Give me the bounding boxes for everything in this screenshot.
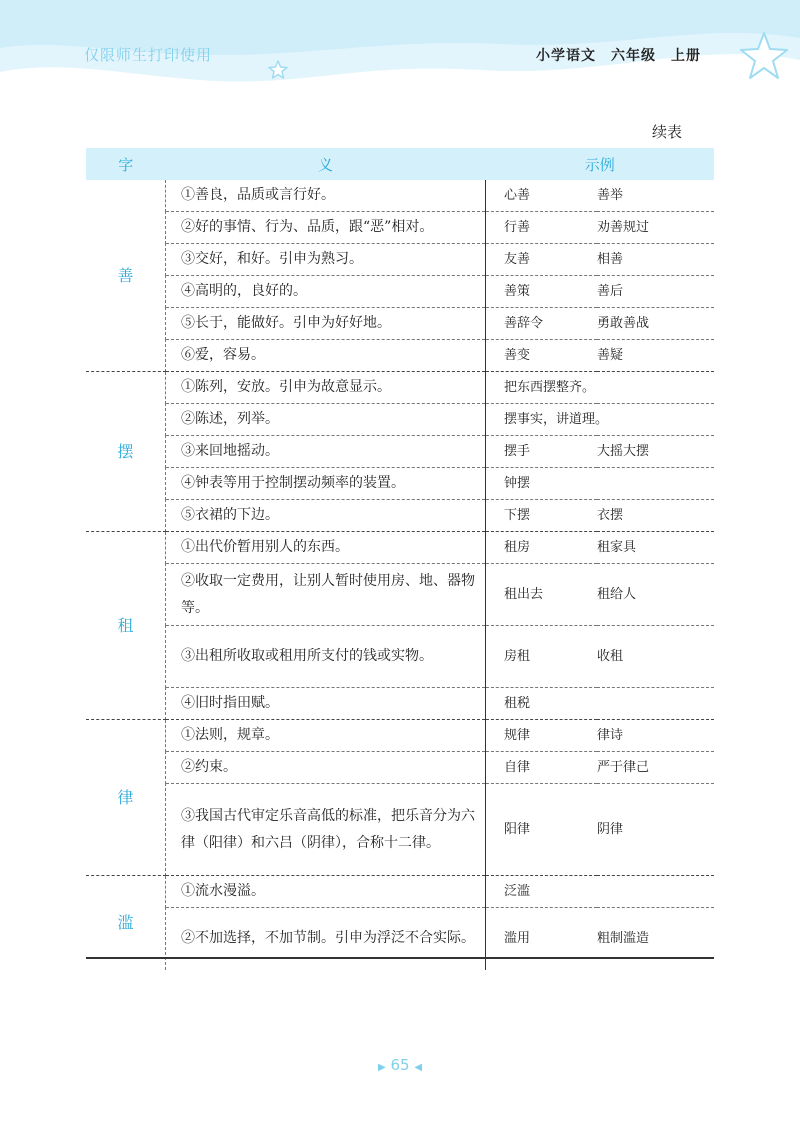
header-meaning: 义 xyxy=(166,148,486,180)
example-cell: 规律 xyxy=(486,720,598,752)
meaning-cell: ①陈列，安放。引申为故意显示。 xyxy=(166,372,486,404)
watermark-text: 仅限师生打印使用 xyxy=(84,46,213,64)
meaning-cell: ①法则，规章。 xyxy=(166,720,486,752)
continued-label: 续表 xyxy=(652,123,683,141)
group-char: 律 xyxy=(86,720,166,876)
example-cell: 善疑 xyxy=(597,340,714,372)
meaning-cell: ③交好，和好。引申为熟习。 xyxy=(166,244,486,276)
table-row xyxy=(86,784,714,876)
table-row xyxy=(86,180,714,212)
example-cell: 租税 xyxy=(486,688,598,720)
example-cell: 自律 xyxy=(486,752,598,784)
triangle-right-icon: ▶ xyxy=(377,1062,386,1073)
meaning-cell: ②约束。 xyxy=(166,752,486,784)
meaning-cell: ④钟表等用于控制摆动频率的装置。 xyxy=(166,468,486,500)
example-cell: 租家具 xyxy=(597,532,714,564)
star-icon xyxy=(738,30,790,82)
meaning-cell: ④旧时指田赋。 xyxy=(166,688,486,720)
meaning-cell: ③我国古代审定乐音高低的标准，把乐音分为六律（阳律）和六吕（阴律），合称十二律。 xyxy=(166,784,486,876)
table-row xyxy=(86,404,714,436)
example-cell: 相善 xyxy=(597,244,714,276)
example-cell: 钟摆 xyxy=(486,468,598,500)
meaning-cell: ⑤衣裙的下边。 xyxy=(166,500,486,532)
example-cell: 租房 xyxy=(486,532,598,564)
table-row xyxy=(86,876,714,908)
group-char: 摆 xyxy=(86,372,166,532)
meaning-cell: ②收取一定费用，让别人暂时使用房、地、器物等。 xyxy=(166,564,486,626)
triangle-left-icon: ◀ xyxy=(414,1062,423,1073)
table-row xyxy=(86,688,714,720)
header-example: 示例 xyxy=(486,148,715,180)
table-row xyxy=(86,564,714,626)
meaning-cell: ⑥爱，容易。 xyxy=(166,340,486,372)
example-cell: 心善 xyxy=(486,180,598,212)
table-row xyxy=(86,308,714,340)
example-cell: 摆手 xyxy=(486,436,598,468)
table-row xyxy=(86,468,714,500)
example-cell: 租给人 xyxy=(597,564,714,626)
example-cell: 阴律 xyxy=(597,784,714,876)
example-cell: 劝善规过 xyxy=(597,212,714,244)
page-number-value: 65 xyxy=(390,1056,410,1074)
table-row xyxy=(86,436,714,468)
meaning-cell: ⑤长于，能做好。引申为好好地。 xyxy=(166,308,486,340)
table-row xyxy=(86,908,714,970)
example-cell: 粗制滥造 xyxy=(597,931,650,947)
star-icon xyxy=(268,60,288,80)
meaning-cell: ①流水漫溢。 xyxy=(166,876,486,908)
example-cell: 把东西摆整齐。 xyxy=(486,372,715,404)
meaning-cell: ②陈述，列举。 xyxy=(166,404,486,436)
example-cell: 善变 xyxy=(486,340,598,372)
meaning-cell: ④高明的，良好的。 xyxy=(166,276,486,308)
meaning-cell: ③出租所收取或租用所支付的钱或实物。 xyxy=(166,626,486,688)
example-cell: 衣摆 xyxy=(597,500,714,532)
group-char: 滥 xyxy=(86,876,166,970)
meaning-cell: ①善良，品质或言行好。 xyxy=(166,180,486,212)
table-row xyxy=(86,720,714,752)
table-bottom-rule xyxy=(86,957,714,959)
table-row xyxy=(86,532,714,564)
group-char: 租 xyxy=(86,532,166,720)
meaning-cell: ②好的事情、行为、品质，跟“恶”相对。 xyxy=(166,212,486,244)
example-cell: 善策 xyxy=(486,276,598,308)
example-cell: 行善 xyxy=(486,212,598,244)
example-cell xyxy=(597,876,714,908)
example-cell: 友善 xyxy=(486,244,598,276)
table-row xyxy=(86,372,714,404)
meaning-cell: ②不加选择，不加节制。引申为浮泛不合实际。 xyxy=(166,908,486,970)
example-cell: 摆事实，讲道理。 xyxy=(486,404,715,436)
table-row xyxy=(86,500,714,532)
example-cell: 阳律 xyxy=(486,784,598,876)
example-cell: 严于律己 xyxy=(597,752,714,784)
example-cell: 房租 xyxy=(486,626,598,688)
table-row xyxy=(86,626,714,688)
table-header-row xyxy=(86,148,714,180)
example-cell: 收租 xyxy=(597,626,714,688)
book-title: 小学语文 六年级 上册 xyxy=(536,48,701,64)
example-cell: 租出去 xyxy=(486,564,598,626)
example-cell: 下摆 xyxy=(486,500,598,532)
table-row xyxy=(86,212,714,244)
table-body xyxy=(86,180,714,970)
example-cell: 泛滥 xyxy=(486,876,598,908)
table-row xyxy=(86,340,714,372)
table-row xyxy=(86,276,714,308)
example-cell: 善辞令 xyxy=(486,308,598,340)
example-cell: 大摇大摆 xyxy=(597,436,714,468)
table-row xyxy=(86,244,714,276)
header-char: 字 xyxy=(86,148,166,180)
group-char: 善 xyxy=(86,180,166,372)
page-number xyxy=(0,1056,800,1074)
table-row xyxy=(86,752,714,784)
example-cell: 善后 xyxy=(597,276,714,308)
meaning-cell: ③来回地摇动。 xyxy=(166,436,486,468)
example-cell xyxy=(597,688,714,720)
example-cell: 律诗 xyxy=(597,720,714,752)
example-cell: 滥用 xyxy=(504,931,531,947)
meaning-cell: ①出代价暂用别人的东西。 xyxy=(166,532,486,564)
character-meaning-table xyxy=(86,148,714,970)
example-cell xyxy=(597,468,714,500)
example-cell: 勇敢善战 xyxy=(597,308,714,340)
example-cell: 善举 xyxy=(597,180,714,212)
